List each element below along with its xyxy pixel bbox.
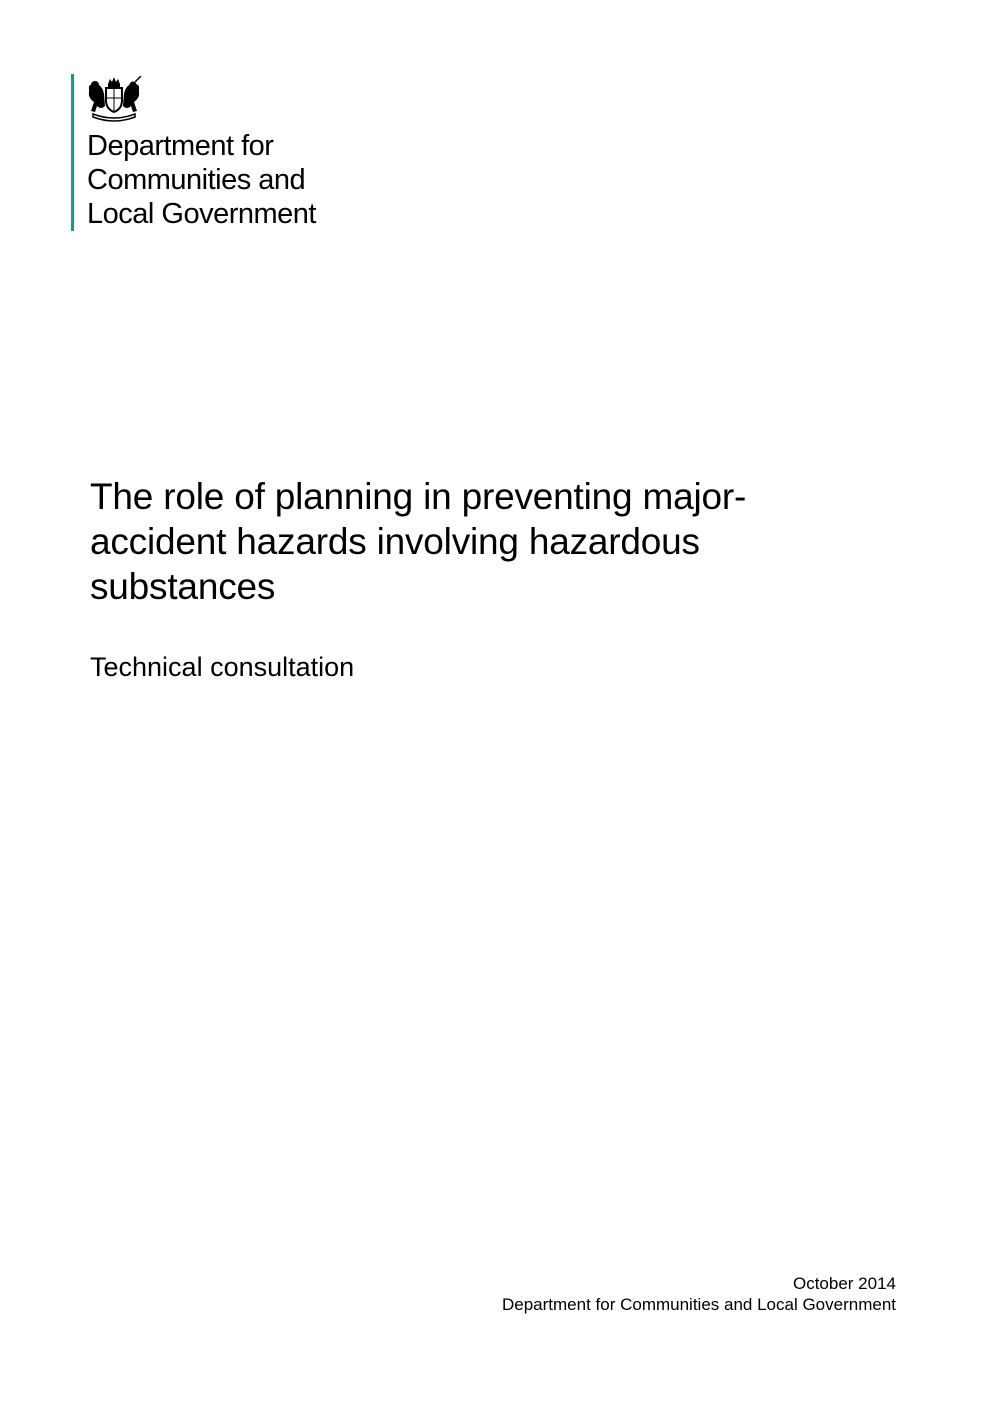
department-name-line: Communities and — [87, 164, 306, 196]
title-line: The role of planning in preventing major- — [90, 476, 747, 517]
title-line: accident hazards involving hazardous — [90, 521, 700, 562]
department-name-line: Local Government — [87, 198, 316, 230]
department-name — [87, 129, 316, 231]
logo-accent-rule — [71, 74, 74, 231]
department-name-line: Department for — [87, 130, 274, 162]
royal-coat-of-arms-icon — [85, 76, 143, 122]
publisher-name: Department for Communities and Local Government — [501, 1295, 896, 1314]
document-title — [90, 474, 850, 609]
publication-footer — [502, 1273, 896, 1315]
document-subtitle: Technical consultation — [90, 652, 355, 682]
publication-date: October 2014 — [792, 1274, 896, 1293]
title-line: substances — [90, 566, 276, 607]
